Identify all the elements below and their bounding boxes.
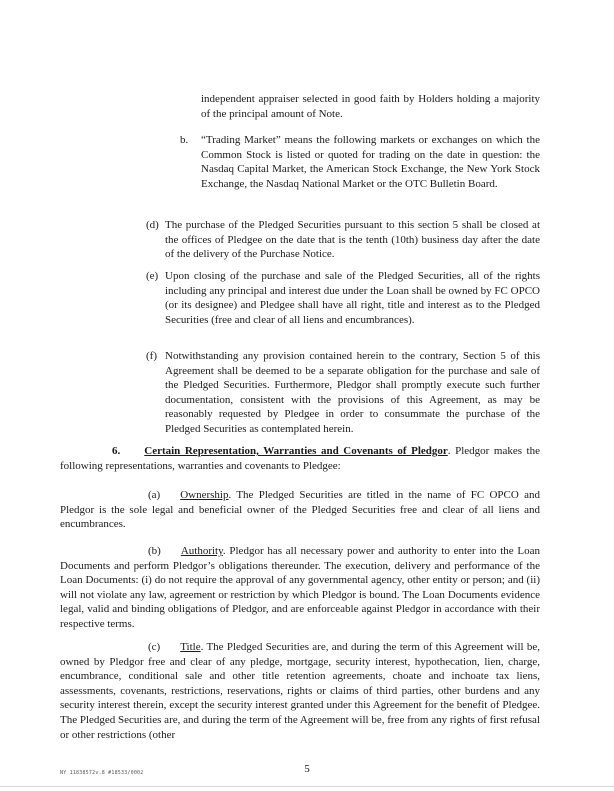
clause-f-marker: (f) — [146, 350, 157, 362]
page-number: 5 — [304, 763, 310, 775]
clause-b-text: “Trading Market” means the following markets or exchanges on which the Common Stock is listed or quoted for trading on the date in question: the Nasdaq Capital Market, the American Stock Exchange, the New York Stock Exchange, the Nasdaq National Market or the OTC Bulletin Board. — [201, 134, 540, 190]
section-6-a — [60, 488, 540, 532]
section-6 — [60, 444, 540, 473]
clause-e-marker: (e) — [146, 270, 159, 282]
scan-edge-divider — [0, 786, 614, 787]
section-6-b-text: . Pledgor has all necessary power and authority to enter into the Loan Documents and perform Pledgor’s obligations thereunder. The execution, delivery and performance of the Loan Documents: (i) do not require the approval of any governmental agency, other entity or person; and (ii) will not violate any law, agreement or restriction by which Pledgor is bound. The Loan Documents evidence legal, valid and binding obligations of Pledgor, and are enforceable against Pledgor in accordance with their respective terms. — [60, 545, 540, 630]
section-6-a-heading: Ownership — [180, 489, 229, 501]
clause-d — [146, 218, 540, 262]
section-6-b — [60, 544, 540, 632]
clause-e-text: Upon closing of the purchase and sale of the Pledged Securities, all of the rights including any principal and interest due under the Loan shall be owned by FC OPCO (or its designee) and Pledgee shall have all right, title and interest as to the Pledged Securities (free and clear of all liens and encumbrances). — [165, 270, 540, 326]
section-6-c-text: . The Pledged Securities are, and during the term of this Agreement will be, owned by Pledgor free and clear of any pledge, mortgage, security interest, hypothecation, lien, charge, encumbrance, conditional sale and other title retention agreements, choate and inchoate tax liens, assessments, covenants, restrictions, reservations, rights or claims of third parties, other burdens and any security interest therein, except the security interest granted under this Agreement for the benefit of Pledgee. The Pledged Securities are, and during the term of the Agreement will be, free from any rights of first refusal or other restrictions (other — [60, 641, 540, 741]
document-id-footer: NY 11838572v.8 #18533/0002 — [60, 770, 144, 776]
clause-f — [146, 349, 540, 437]
clause-d-marker: (d) — [146, 219, 159, 231]
section-6-number: 6. — [112, 445, 121, 457]
section-6-b-heading: Authority — [180, 545, 223, 557]
clause-b — [180, 133, 540, 191]
section-6-heading: Certain Representation, Warranties and Covenants of Pledgor — [144, 445, 448, 457]
section-6-c-heading: Title — [180, 641, 201, 653]
section-6-c-marker: (c) — [148, 641, 161, 653]
clause-b-continuation: independent appraiser selected in good faith by Holders holding a majority of the principal amount of Note. — [201, 93, 540, 120]
section-6-b-marker: (b) — [148, 545, 161, 557]
section-6-a-marker: (a) — [148, 489, 161, 501]
clause-f-text: Notwithstanding any provision contained herein to the contrary, Section 5 of this Agreement shall be deemed to be a separate obligation for the purchase and sale of the Pledged Securities. Furthermore, Pledgor shall promptly execute such further documentation, consistent with the provisions of this Agreement, as may be reasonably requested by Pledgee in order to consummate the purchase of the Pledged Securities as contemplated herein. — [165, 350, 540, 435]
section-6-a-text: . The Pledged Securities are titled in the name of FC OPCO and Pledgor is the sole legal and beneficial owner of the Pledged Securities free and clear of all liens and encumbrances. — [60, 489, 540, 531]
section-6-c — [60, 640, 540, 742]
clause-d-text: The purchase of the Pledged Securities pursuant to this section 5 shall be closed at the offices of Pledgee on the date that is the tenth (10th) business day after the date of the delivery of the Purchase Notice. — [165, 219, 540, 261]
clause-b-marker: b. — [180, 134, 189, 146]
clause-e — [146, 269, 540, 327]
section-6-text: . Pledgor makes the following representations, warranties and covenants to Pledgee: — [60, 445, 540, 472]
